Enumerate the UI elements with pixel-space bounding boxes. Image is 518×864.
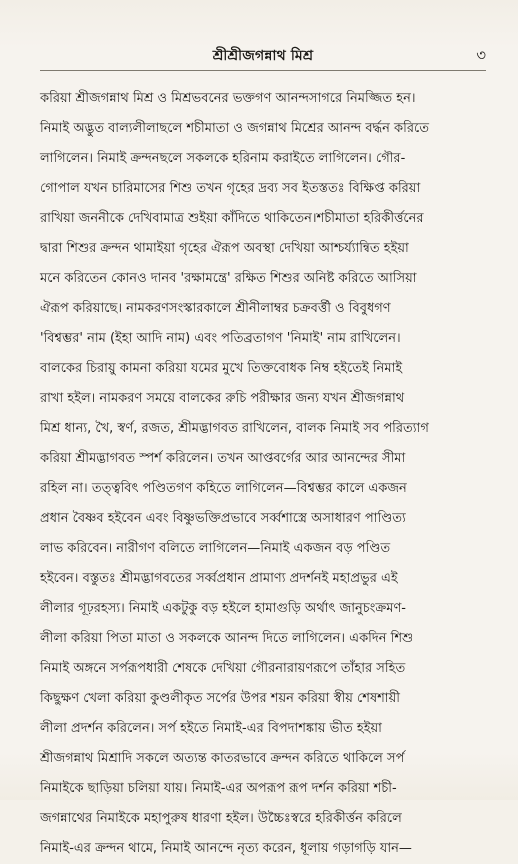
text-line: লাভ করিবেন। নারীগণ বলিতে লাগিলেন—নিমাই একজন বড় পণ্ডিত xyxy=(40,541,391,556)
text-line: গোপাল যখন চারিমাসের শিশু তখন গৃহের দ্রব্য সব ইতস্ততঃ বিক্ষিপ্ত করিয়া xyxy=(40,181,421,196)
text-line: লাগিলেন। নিমাই ক্রন্দনছলে সকলকে হরিনাম করাইতে লাগিলেন। গৌর- xyxy=(40,151,406,166)
text-line: রহিল না। তত্ত্ববিৎ পণ্ডিতগণ কহিতে লাগিলেন—বিশ্বম্ভর কালে একজন xyxy=(40,481,407,496)
text-line: শ্রীজগন্নাথ মিশ্রাদি সকলে অত্যন্ত কাতরভাবে ক্রন্দন করিতে থাকিলে সর্প xyxy=(40,751,405,766)
text-line: মিশ্র ধান্য, খৈ, স্বর্ণ, রজত, শ্রীমদ্ভাগবত রাখিলেন, বালক নিমাই সব পরিত্যাগ xyxy=(40,421,429,436)
text-line: লীলা প্রদর্শন করিলেন। সর্প হইতে নিমাই-এর বিপদাশঙ্কায় ভীত হইয়া xyxy=(40,721,382,736)
body-text xyxy=(40,84,486,864)
text-line: নিমাই অদ্ভুত বাল্যলীলাছলে শচীমাতা ও জগন্নাথ মিশ্রের আনন্দ বর্দ্ধন করিতে xyxy=(40,121,429,136)
text-line: করিয়া শ্রীজগন্নাথ মিশ্র ও মিশ্রভবনের ভক্তগণ আনন্দসাগরে নিমজ্জিত হন। xyxy=(40,91,416,106)
text-line: দ্বারা শিশুর ক্রন্দন থামাইয়া গৃহের ঐরূপ অবস্থা দেখিয়া আশ্চর্য্যান্বিত হইয়া xyxy=(40,241,409,256)
text-line: বালকের চিরায়ু কামনা করিয়া যমের মুখে তিক্তবোধক নিম্ব হইতেই নিমাই xyxy=(40,361,403,376)
text-line: নিমাই অঙ্গনে সর্পরূপধারী শেষকে দেখিয়া গৌরনারায়ণরূপে তাঁহার সহিত xyxy=(40,661,406,676)
text-line: কিছুক্ষণ খেলা করিয়া কুণ্ডলীকৃত সর্পের উপর শয়ন করিয়া স্বীয় শেষশায়ী xyxy=(40,691,400,706)
header-rule xyxy=(40,70,486,71)
text-line: নিমাই-এর ক্রন্দন থামে, নিমাই আনন্দে নৃত্য করেন, ধূলায় গড়াগড়ি যান— xyxy=(40,841,412,856)
text-line: করিয়া শ্রীমদ্ভাগবত স্পর্শ করিলেন। তখন আপ্তবর্গের আর আনন্দের সীমা xyxy=(40,451,406,466)
text-line: ঐরূপ করিয়াছে। নামকরণসংস্কারকালে শ্রীনীলাম্বর চক্রবর্ত্তী ও বিবুধগণ xyxy=(40,301,391,316)
text-line: লীলা করিয়া পিতা মাতা ও সকলকে আনন্দ দিতে লাগিলেন। একদিন শিশু xyxy=(40,631,414,646)
text-line: রাখা হইল। নামকরণ সময়ে বালকের রুচি পরীক্ষার জন্য যখন শ্রীজগন্নাথ xyxy=(40,391,405,406)
page-header xyxy=(40,44,486,68)
text-line: লীলার গূঢ়রহস্য। নিমাই একটুকু বড় হইলে হামাগুড়ি অর্থাৎ জানুচংক্রমণ- xyxy=(40,601,406,616)
text-line: জগন্নাথের নিমাইকে মহাপুরুষ ধারণা হইল। উচ্চৈঃস্বরে হরিকীর্ত্তন করিলে xyxy=(40,811,402,826)
text-line: 'বিশ্বম্ভর' নাম (ইহা আদি নাম) এবং পতিব্রতাগণ 'নিমাই' নাম রাখিলেন। xyxy=(40,331,401,346)
text-line: হইবেন। বস্তুতঃ শ্রীমদ্ভাগবতের সর্ব্বপ্রধান প্রামাণ্য প্রদর্শনই মহাপ্রভুর এই xyxy=(40,571,398,586)
running-title: শ্রীশ্রীজগন্নাথ মিশ্র xyxy=(212,48,314,64)
page-number: ৩ xyxy=(476,46,486,64)
text-line: রাখিয়া জননীকে দেখিবামাত্র শুইয়া কাঁদিতে থাকিতেন।শচীমাতা হরিকীর্ত্তনের xyxy=(40,211,424,226)
text-line: মনে করিতেন কোনও দানব 'রক্ষামন্ত্রে' রক্ষিত শিশুর অনিষ্ট করিতে আসিয়া xyxy=(40,271,417,286)
text-line: নিমাইকে ছাড়িয়া চলিয়া যায়। নিমাই-এর অপরূপ রূপ দর্শন করিয়া শচী- xyxy=(40,781,397,796)
text-line: প্রধান বৈষ্ণব হইবেন এবং বিষ্ণুভক্তিপ্রভাবে সর্ব্বশাস্ত্রে অসাধারণ পাণ্ডিত্য xyxy=(40,511,406,526)
